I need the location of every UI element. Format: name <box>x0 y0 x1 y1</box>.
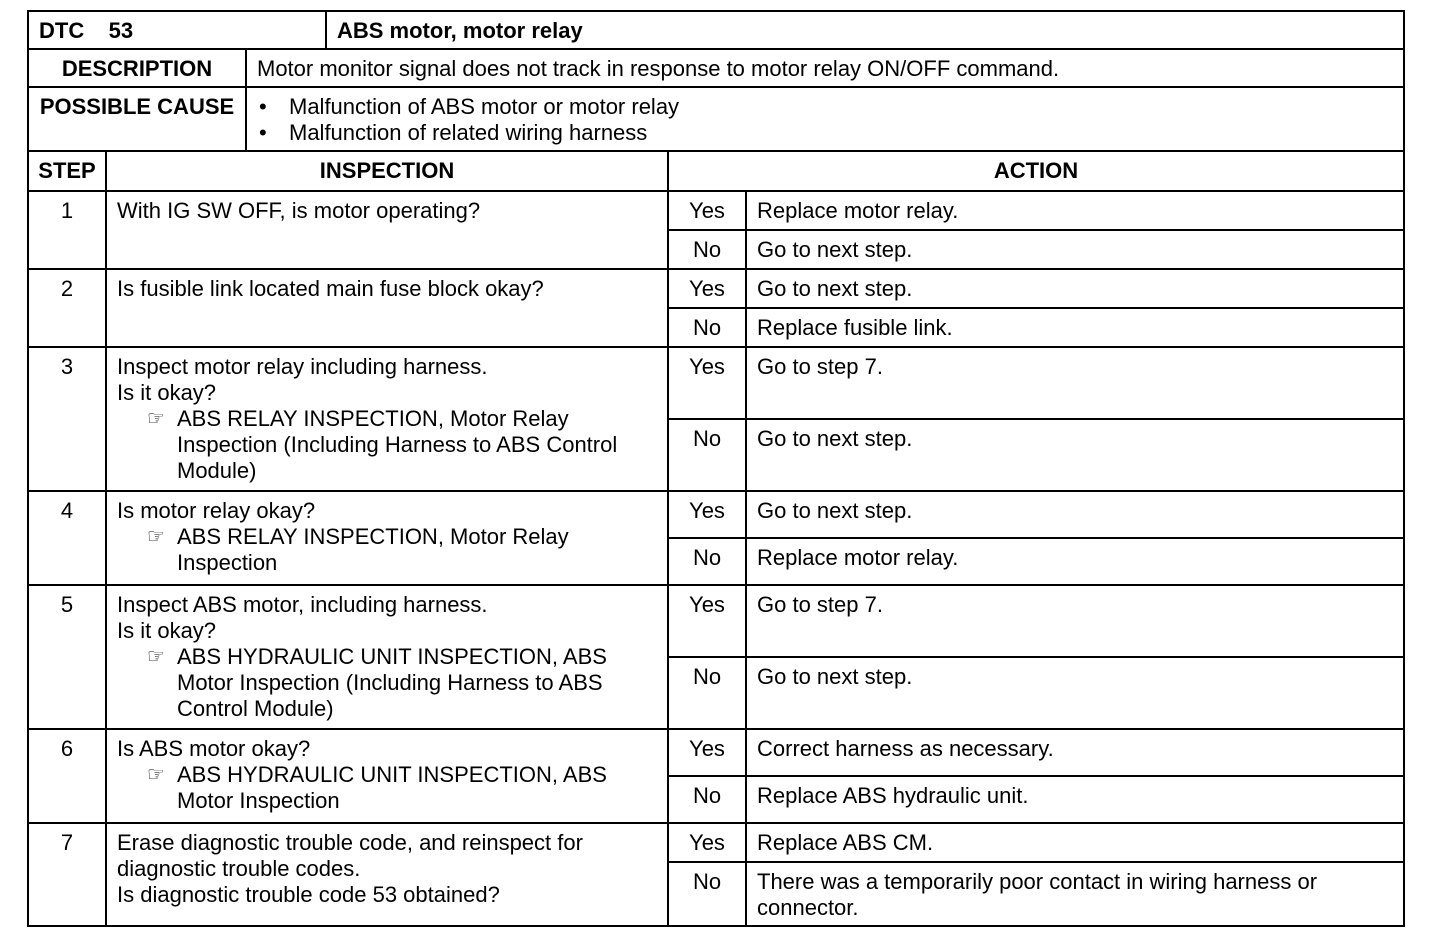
step-number: 7 <box>28 823 106 926</box>
inspection-question: Is motor relay okay? <box>117 498 316 523</box>
no-label: No <box>668 862 746 926</box>
possible-cause-label: POSSIBLE CAUSE <box>28 87 246 151</box>
step-column-header: STEP <box>28 151 106 191</box>
yes-action: Go to step 7. <box>746 347 1404 419</box>
inspection-cell <box>106 269 668 347</box>
cause-item: • Malfunction of ABS motor or motor relay <box>259 94 680 119</box>
description-row <box>28 49 1404 87</box>
inspection-cell <box>106 823 668 926</box>
dtc-header-row <box>28 11 1404 49</box>
no-action: Replace fusible link. <box>746 308 1404 347</box>
bullet-icon: • <box>259 94 267 119</box>
step-row <box>28 347 1404 419</box>
yes-label: Yes <box>668 585 746 657</box>
no-action: Go to next step. <box>746 419 1404 491</box>
possible-cause-list <box>246 87 1404 151</box>
yes-action: Replace ABS CM. <box>746 823 1404 862</box>
inspection-cell <box>106 491 668 585</box>
inspection-question: With IG SW OFF, is motor operating? <box>117 198 481 223</box>
pointing-hand-icon: ☞ <box>147 764 165 786</box>
inspection-question: Is ABS motor okay? <box>117 736 311 761</box>
pointing-hand-icon: ☞ <box>147 646 165 668</box>
action-column-header: ACTION <box>668 151 1404 191</box>
description-text: Motor monitor signal does not track in response to motor relay ON/OFF command. <box>246 49 1404 87</box>
no-label: No <box>668 230 746 269</box>
inspection-cell <box>106 191 668 269</box>
inspection-cell <box>106 347 668 491</box>
no-action: Replace ABS hydraulic unit. <box>746 776 1404 823</box>
inspection-question: Is fusible link located main fuse block okay? <box>117 276 544 301</box>
yes-label: Yes <box>668 823 746 862</box>
pointing-hand-icon: ☞ <box>147 526 165 548</box>
step-number: 6 <box>28 729 106 823</box>
inspection-question: Is it okay? <box>117 618 217 643</box>
yes-action: Go to step 7. <box>746 585 1404 657</box>
inspection-question: Is it okay? <box>117 380 217 405</box>
reference-text: ABS RELAY INSPECTION, Motor Relay Inspection <box>177 524 569 575</box>
reference-link[interactable] <box>117 524 657 576</box>
no-action: Go to next step. <box>746 657 1404 729</box>
no-label: No <box>668 419 746 491</box>
yes-action: Replace motor relay. <box>746 191 1404 230</box>
yes-action: Go to next step. <box>746 269 1404 308</box>
step-number: 3 <box>28 347 106 491</box>
yes-label: Yes <box>668 269 746 308</box>
dtc-document <box>27 10 1403 927</box>
step-number: 2 <box>28 269 106 347</box>
reference-link[interactable] <box>117 644 657 722</box>
reference-link[interactable] <box>117 406 657 484</box>
step-number: 4 <box>28 491 106 585</box>
step-row <box>28 823 1404 862</box>
bullet-icon: • <box>259 120 267 145</box>
reference-link[interactable] <box>117 762 657 814</box>
possible-cause-row <box>28 87 1404 151</box>
inspection-column-header: INSPECTION <box>106 151 668 191</box>
no-action: Go to next step. <box>746 230 1404 269</box>
yes-action: Correct harness as necessary. <box>746 729 1404 776</box>
no-action: There was a temporarily poor contact in wiring harness or connector. <box>746 862 1404 926</box>
dtc-label: DTC <box>39 18 85 43</box>
no-label: No <box>668 538 746 585</box>
step-row <box>28 191 1404 230</box>
inspection-question: Inspect motor relay including harness. <box>117 354 488 379</box>
column-header-row <box>28 151 1404 191</box>
reference-text: ABS RELAY INSPECTION, Motor Relay Inspection (Including Harness to ABS Control Module) <box>177 406 618 483</box>
inspection-question: Inspect ABS motor, including harness. <box>117 592 488 617</box>
no-label: No <box>668 308 746 347</box>
description-label: DESCRIPTION <box>28 49 246 87</box>
dtc-table <box>27 10 1405 927</box>
inspection-question: Is diagnostic trouble code 53 obtained? <box>117 882 500 907</box>
inspection-question: Erase diagnostic trouble code, and reinspect for diagnostic trouble codes. <box>117 830 583 881</box>
step-number: 1 <box>28 191 106 269</box>
no-action: Replace motor relay. <box>746 538 1404 585</box>
yes-label: Yes <box>668 729 746 776</box>
inspection-cell <box>106 585 668 729</box>
yes-label: Yes <box>668 491 746 538</box>
no-label: No <box>668 657 746 729</box>
step-row <box>28 729 1404 776</box>
no-label: No <box>668 776 746 823</box>
yes-action: Go to next step. <box>746 491 1404 538</box>
inspection-cell <box>106 729 668 823</box>
yes-label: Yes <box>668 347 746 419</box>
step-row <box>28 269 1404 308</box>
dtc-code-cell <box>28 11 326 49</box>
dtc-code: 53 <box>108 18 134 43</box>
yes-label: Yes <box>668 191 746 230</box>
step-number: 5 <box>28 585 106 729</box>
dtc-title: ABS motor, motor relay <box>326 11 1404 49</box>
step-row <box>28 585 1404 657</box>
cause-item: • Malfunction of related wiring harness <box>259 120 648 145</box>
step-row <box>28 491 1404 538</box>
reference-text: ABS HYDRAULIC UNIT INSPECTION, ABS Motor Inspection (Including Harness to ABS Control Module) <box>177 644 607 721</box>
reference-text: ABS HYDRAULIC UNIT INSPECTION, ABS Motor Inspection <box>177 762 607 813</box>
pointing-hand-icon: ☞ <box>147 408 165 430</box>
